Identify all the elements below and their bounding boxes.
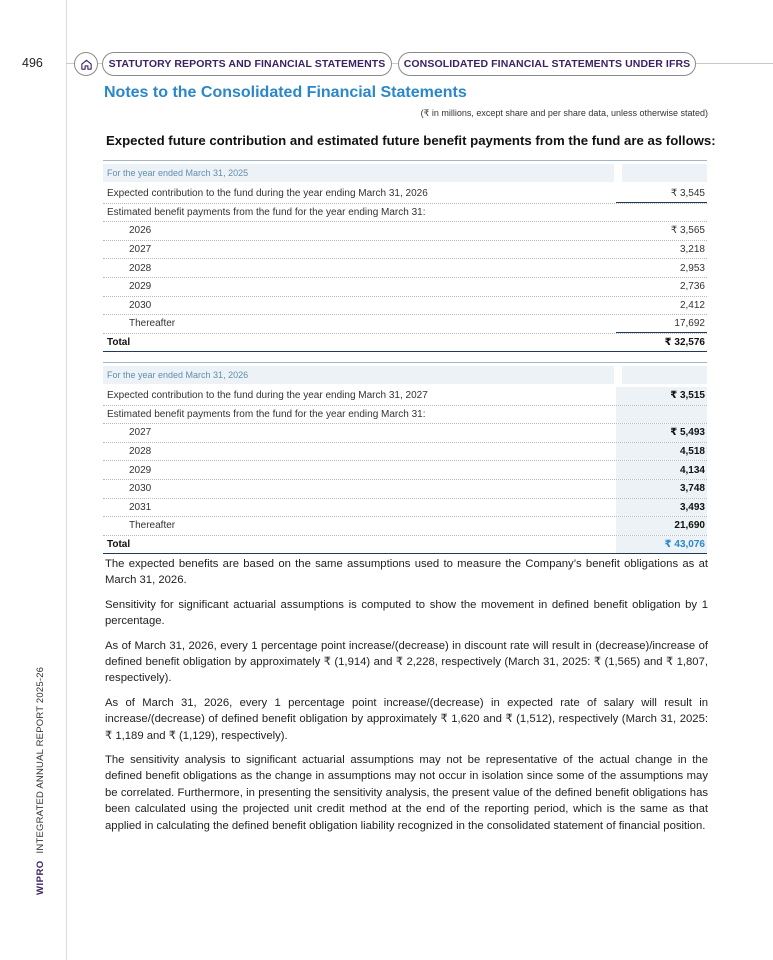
table-row (103, 517, 707, 536)
row-label: 2029 (129, 281, 152, 293)
home-icon (80, 58, 93, 71)
row-label: Expected contribution to the fund during the year ending March 31, 2027 (107, 390, 428, 402)
row-value: ₹ 3,515 (616, 387, 707, 405)
table-row (103, 443, 707, 462)
row-label: 2030 (129, 483, 152, 495)
row-label: 2028 (129, 262, 152, 274)
side-brand (35, 667, 46, 895)
table-row (103, 222, 707, 241)
table-row (103, 297, 707, 316)
row-label: 2026 (129, 225, 152, 237)
paragraph: Sensitivity for significant actuarial assumptions is computed to show the movement in defined benefit obligation by 1 percentage. (105, 598, 708, 628)
total-value: ₹ 43,076 (616, 536, 707, 554)
row-value: 4,134 (616, 461, 707, 479)
row-label: Estimated benefit payments from the fund for the year ending March 31: (107, 408, 426, 420)
paragraph: As of March 31, 2026, every 1 percentage point increase/(decrease) in expected rate of salary will result in increase/(decrease) of defined benefit obligation by approximately ₹ 1,620 and ₹ (1,512), respectively (March 31, 2025: ₹ 1,189 and ₹ (1,129), respectively). (105, 696, 708, 742)
contribution-row (103, 185, 707, 204)
payments-label-row (103, 204, 707, 223)
row-label: Estimated benefit payments from the fund for the year ending March 31: (107, 206, 426, 218)
table-row (103, 278, 707, 297)
row-value: 17,692 (616, 315, 707, 333)
row-value: 3,748 (616, 480, 707, 498)
table-row (103, 480, 707, 499)
table-row (103, 424, 707, 443)
row-value: ₹ 3,545 (616, 185, 707, 203)
table-row (103, 259, 707, 278)
nav-pill-statutory-reports[interactable]: STATUTORY REPORTS AND FINANCIAL STATEMENTS (102, 52, 392, 76)
row-label: 2027 (129, 427, 152, 439)
table-row (103, 499, 707, 518)
contribution-row (103, 387, 707, 406)
row-value: 3,493 (616, 499, 707, 517)
value-header (622, 164, 707, 182)
row-label: 2030 (129, 299, 152, 311)
row-label: 2027 (129, 244, 152, 256)
home-button[interactable] (74, 52, 98, 76)
row-label: Thereafter (129, 520, 176, 532)
table-title: For the year ended March 31, 2025 (103, 164, 614, 182)
section-heading: Expected future contribution and estimated future benefit payments from the fund are as follows: (106, 133, 716, 148)
wipro-logo: WIPRO (35, 860, 46, 895)
page-number: 496 (22, 56, 43, 70)
row-value: ₹ 3,565 (670, 225, 705, 237)
row-value: 2,736 (679, 281, 705, 293)
table-row (103, 241, 707, 260)
units-note: (₹ in millions, except share and per share data, unless otherwise stated) (420, 108, 708, 118)
total-label: Total (107, 337, 131, 349)
total-label: Total (107, 539, 131, 551)
paragraph: The expected benefits are based on the same assumptions used to measure the Company’s benefit obligations as at March 31, 2026. (105, 558, 708, 587)
table-row (103, 461, 707, 480)
body-text (105, 556, 708, 842)
total-row (103, 536, 707, 555)
page-title: Notes to the Consolidated Financial Statements (104, 84, 467, 101)
value-header (622, 366, 707, 384)
row-value: 2,412 (679, 299, 705, 311)
total-row (103, 334, 707, 353)
row-label: 2028 (129, 446, 152, 458)
left-margin-rule (66, 0, 67, 960)
benefit-table-2025 (103, 160, 707, 352)
report-name: INTEGRATED ANNUAL REPORT 2025-26 (35, 666, 46, 854)
row-value: ₹ 5,493 (616, 424, 707, 442)
table-row (103, 315, 707, 334)
row-value: 21,690 (616, 517, 707, 535)
row-label: Expected contribution to the fund during the year ending March 31, 2026 (107, 188, 428, 200)
row-label: 2029 (129, 464, 152, 476)
table-header (103, 362, 707, 387)
row-label: 2031 (129, 501, 152, 513)
table-header (103, 160, 707, 185)
table-title: For the year ended March 31, 2026 (103, 366, 614, 384)
payments-label-row (103, 406, 707, 425)
nav-pill-ifrs-statements[interactable]: CONSOLIDATED FINANCIAL STATEMENTS UNDER IFRS (398, 52, 696, 76)
row-value: 4,518 (616, 443, 707, 461)
row-label: Thereafter (129, 318, 176, 330)
benefit-table-2026 (103, 362, 707, 554)
row-value: 2,953 (679, 262, 705, 274)
paragraph: As of March 31, 2026, every 1 percentage point increase/(decrease) in discount rate will result in (decrease)/increase of defined benefit obligation by approximately ₹ (1,914) and ₹ 2,228, respectively (March 31, 2025: ₹ (1,565) and ₹ 1,807, respectively). (105, 639, 708, 685)
total-value: ₹ 32,576 (664, 337, 705, 349)
row-value: 3,218 (679, 244, 705, 256)
paragraph: The sensitivity analysis to significant actuarial assumptions may not be representative of the actual change in the defined benefit obligations as the change in assumptions may not occur in isolation since some of the assumptions may be correlated. Furthermore, in presenting the sensitivity analysis, the present value of the defined benefit obligations has been calculated using the projected unit credit method at the end of the reporting period, which is the same as that applied in calculating the defined benefit obligation liability recognized in the consolidated statement of financial position. (105, 754, 708, 832)
